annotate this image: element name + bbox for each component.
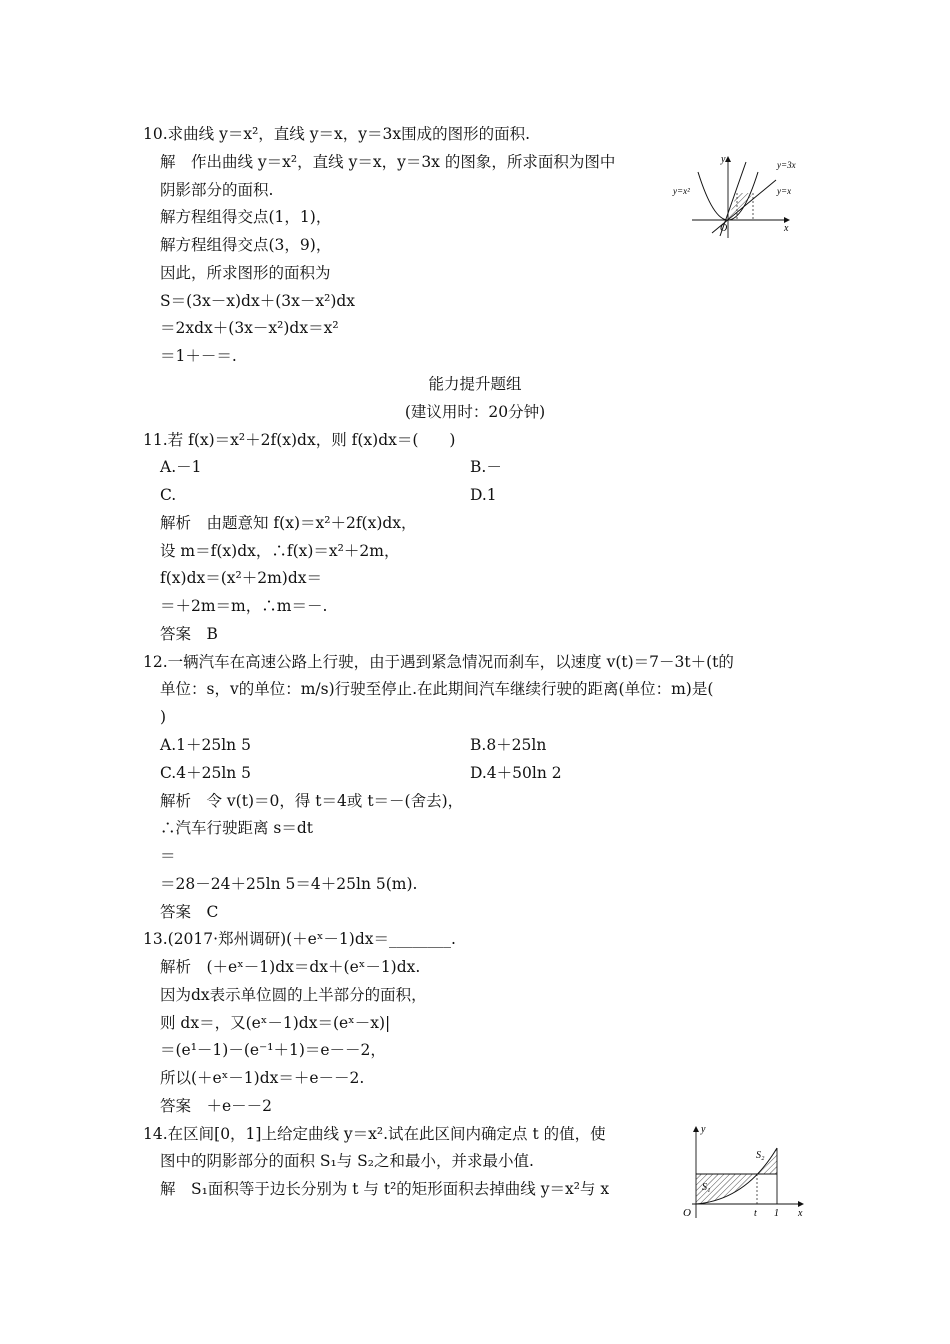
q11-line-4: ＝＋2m＝m，∴m＝－. xyxy=(160,597,328,615)
q10-fig-y-label: y xyxy=(721,154,726,165)
q13-line-2: 因为dx表示单位圆的上半部分的面积， xyxy=(160,986,427,1004)
q11-line-3: f(x)dx＝(x²＋2m)dx＝ xyxy=(160,569,323,587)
q13-line-1: 解析 (＋eˣ－1)dx＝dx＋(eˣ－1)dx. xyxy=(160,958,421,976)
section-subtitle: (建议用时：20分钟) xyxy=(404,403,546,421)
q12-line-1: 解析 令 v(t)＝0，得 t＝4或 t＝－(舍去)， xyxy=(160,792,464,810)
q11-title: 11.若 f(x)＝x²＋2f(x)dx，则 f(x)dx＝( ) xyxy=(143,431,456,449)
q10-fig-x-label: x xyxy=(784,223,789,234)
q12-option-d: D.4＋50ln 2 xyxy=(470,764,562,782)
q10-figure xyxy=(672,150,812,240)
q11-option-a: A.－1 xyxy=(160,458,202,476)
q14-fig-s2: S₂ xyxy=(756,1150,765,1161)
q12-option-a: A.1＋25ln 5 xyxy=(160,736,251,754)
q12-title-2: 单位：s，v的单位：m/s)行驶至停止.在此期间汽车继续行驶的距离(单位：m)是( xyxy=(160,680,714,698)
q14-figure xyxy=(676,1120,810,1222)
q10-line-2: 阴影部分的面积. xyxy=(160,181,274,199)
q12-answer: 答案 C xyxy=(160,903,219,921)
q10-fig-label-3x: y=3x xyxy=(777,160,796,170)
q11-line-1: 解析 由题意知 f(x)＝x²＋2f(x)dx， xyxy=(160,514,417,532)
q10-line-5: 因此，所求图形的面积为 xyxy=(160,264,331,282)
q13-answer: 答案 ＋e－－2 xyxy=(160,1097,273,1115)
q11-option-d: D.1 xyxy=(470,486,497,504)
q11-option-c: C. xyxy=(160,486,177,504)
q11-answer: 答案 B xyxy=(160,625,218,643)
q12-title-1: 12.一辆汽车在高速公路上行驶，由于遇到紧急情况而刹车，以速度 v(t)＝7－3t＋(t的 xyxy=(143,653,734,671)
q14-fig-x-label: x xyxy=(798,1208,803,1219)
q13-line-5: 所以(＋eˣ－1)dx＝＋e－－2. xyxy=(160,1069,365,1087)
q10-line-7: ＝2xdx＋(3x－x²)dx＝x² xyxy=(160,319,339,337)
q13-line-3: 则 dx＝，又(eˣ－1)dx＝(eˣ－x)| xyxy=(160,1014,391,1032)
q14-line-2: 图中的阴影部分的面积 S₁与 S₂之和最小，并求最小值. xyxy=(160,1152,534,1170)
q14-fig-origin: O xyxy=(683,1207,691,1219)
q14-fig-one: 1 xyxy=(774,1208,779,1219)
q13-title: 13.(2017·郑州调研)(＋eˣ－1)dx＝________. xyxy=(143,930,456,948)
q14-fig-y-label: y xyxy=(701,1124,706,1135)
q10-fig-label-x2: y=x² xyxy=(673,186,690,196)
q10-line-3: 解方程组得交点(1，1)， xyxy=(160,208,332,226)
q12-line-3: ＝ xyxy=(160,847,176,865)
q11-option-b: B.－ xyxy=(470,458,502,476)
q10-line-6: S＝(3x－x)dx＋(3x－x²)dx xyxy=(160,292,356,310)
q10-line-8: ＝1＋－＝. xyxy=(160,347,237,365)
q14-line-3: 解 S₁面积等于边长分别为 t 与 t²的矩形面积去掉曲线 y＝x²与 x xyxy=(160,1180,610,1198)
q12-title-3: ) xyxy=(160,708,167,726)
q14-fig-t: t xyxy=(754,1208,757,1219)
q11-line-2: 设 m＝f(x)dx，∴f(x)＝x²＋2m， xyxy=(160,542,400,560)
section-title: 能力提升题组 xyxy=(428,375,522,393)
q12-option-b: B.8＋25ln xyxy=(470,736,547,754)
q14-fig-s1: S₁ xyxy=(702,1182,711,1193)
q13-line-4: ＝(e¹－1)－(e⁻¹＋1)＝e－－2， xyxy=(160,1041,386,1059)
q10-title: 10.求曲线 y＝x²，直线 y＝x，y＝3x围成的图形的面积. xyxy=(143,125,531,143)
q12-option-c: C.4＋25ln 5 xyxy=(160,764,252,782)
q10-fig-label-x: y=x xyxy=(777,186,792,196)
q14-line-1: 14.在区间[0，1]上给定曲线 y＝x².试在此区间内确定点 t 的值，使 xyxy=(143,1125,606,1143)
q10-line-1: 解 作出曲线 y＝x²，直线 y＝x，y＝3x 的图象，所求面积为图中 xyxy=(160,153,616,171)
q10-fig-origin: O xyxy=(720,223,728,234)
q12-line-2: ∴汽车行驶距离 s＝dt xyxy=(160,819,314,837)
q10-line-4: 解方程组得交点(3，9)， xyxy=(160,236,332,254)
q12-line-4: ＝28－24＋25ln 5＝4＋25ln 5(m). xyxy=(160,875,418,893)
